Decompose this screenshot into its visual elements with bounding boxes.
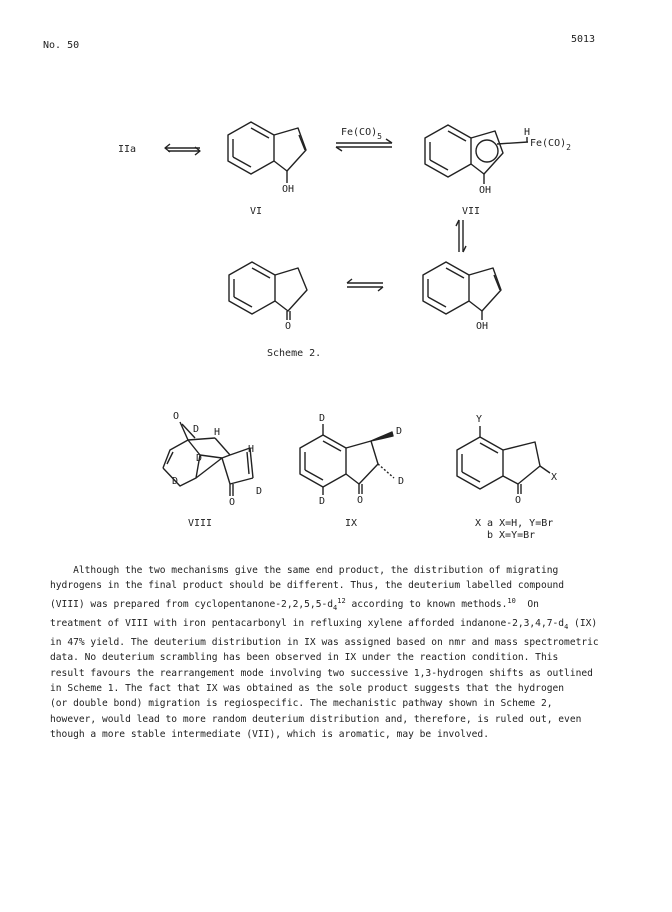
label-iia: IIa bbox=[118, 144, 137, 155]
ix-atom-o: O bbox=[357, 495, 364, 506]
oh-label-vii: OH bbox=[479, 185, 492, 196]
x-atom-o: O bbox=[515, 495, 522, 506]
scheme-2-caption: Scheme 2. bbox=[267, 348, 322, 359]
equilibrium-arrow-vi-vii bbox=[336, 139, 392, 151]
ix-atom-d: D bbox=[396, 426, 403, 437]
issue-number: No. 50 bbox=[43, 40, 80, 51]
body-line: data. No deuterium scrambling has been observed in IX under the reaction condition. This bbox=[50, 652, 559, 664]
body-line: in Scheme 1. The fact that IX was obtained as the sole product suggests that the hydrogen bbox=[50, 683, 565, 695]
compound-vii-label: VII bbox=[462, 206, 481, 217]
viii-atom-o: O bbox=[173, 411, 180, 422]
compound-vi-structure bbox=[228, 122, 306, 183]
equilibrium-arrow-lower bbox=[347, 279, 383, 291]
compound-x-label-a: X a X=H, Y=Br bbox=[475, 518, 554, 529]
body-line: (or double bond) migration is regiospecific. The mechanistic pathway shown in Scheme 2, bbox=[50, 698, 553, 710]
viii-atom-d: D bbox=[172, 476, 179, 487]
fe-co2-label: $Fe(CO)_2$ bbox=[530, 138, 571, 152]
oh-label-lower: OH bbox=[476, 321, 489, 332]
page-number: 5013 bbox=[571, 34, 596, 45]
compound-ix-structure bbox=[300, 424, 394, 495]
equilibrium-arrow-vii-down bbox=[456, 220, 466, 252]
body-line: hydrogens in the final product should be different. Thus, the deuterium labelled compound bbox=[50, 580, 565, 592]
indenol-lower-structure bbox=[423, 262, 501, 320]
body-line: however, would lead to more random deuterium distribution and, therefore, is ruled out, even bbox=[50, 713, 582, 725]
ix-atom-d: D bbox=[319, 496, 326, 507]
reagent-label: $Fe(CO)_5$ bbox=[341, 127, 382, 141]
body-line: though a more stable intermediate (VII), which is aromatic, may be involved. bbox=[50, 728, 489, 740]
viii-atom-d: D bbox=[193, 424, 200, 435]
body-line: treatment of VIII with iron pentacarbonyl in refluxing xylene afforded indanone-$2,3,4,7-d_4$ (IX) bbox=[50, 617, 598, 631]
body-line: Although the two mechanisms give the same end product, the distribution of migrating bbox=[50, 565, 559, 576]
x-atom-x: X bbox=[551, 472, 558, 483]
label-h: H bbox=[524, 127, 531, 138]
compound-ix-label: IX bbox=[345, 518, 358, 529]
ix-atom-d: D bbox=[319, 413, 326, 424]
ketone-o-label: O bbox=[285, 321, 292, 332]
compound-viii-label: VIII bbox=[188, 518, 213, 529]
oh-label-vi: OH bbox=[282, 184, 295, 195]
body-line: (VIII) was prepared from cyclopentanone-$2,2,5,5-d_4^{12}$ according to known methods.$^{10}$ On bbox=[50, 596, 539, 612]
compound-x-structure bbox=[457, 426, 550, 494]
indanone-structure bbox=[229, 262, 307, 320]
compound-x-label-b: b X=Y=Br bbox=[487, 530, 536, 541]
compound-vii-structure bbox=[425, 125, 531, 184]
viii-atom-d: D bbox=[256, 486, 263, 497]
viii-atom-d: D bbox=[196, 453, 203, 464]
body-line: result favours the rearrangement mode involving two successive 1,3-hydrogen shifts as outlined bbox=[50, 667, 593, 679]
body-line: in 47% yield. The deuterium distribution in IX was assigned based on nmr and mass spectrometric bbox=[50, 637, 599, 649]
equilibrium-arrow-iia-vi bbox=[165, 144, 200, 155]
body-paragraph bbox=[50, 563, 640, 742]
ix-atom-d: D bbox=[398, 476, 405, 487]
viii-atom-h: H bbox=[214, 427, 221, 438]
compound-vi-label: VI bbox=[250, 206, 263, 217]
viii-atom-o: O bbox=[229, 497, 236, 508]
viii-atom-h: H bbox=[248, 444, 255, 455]
x-atom-y: Y bbox=[476, 414, 483, 425]
